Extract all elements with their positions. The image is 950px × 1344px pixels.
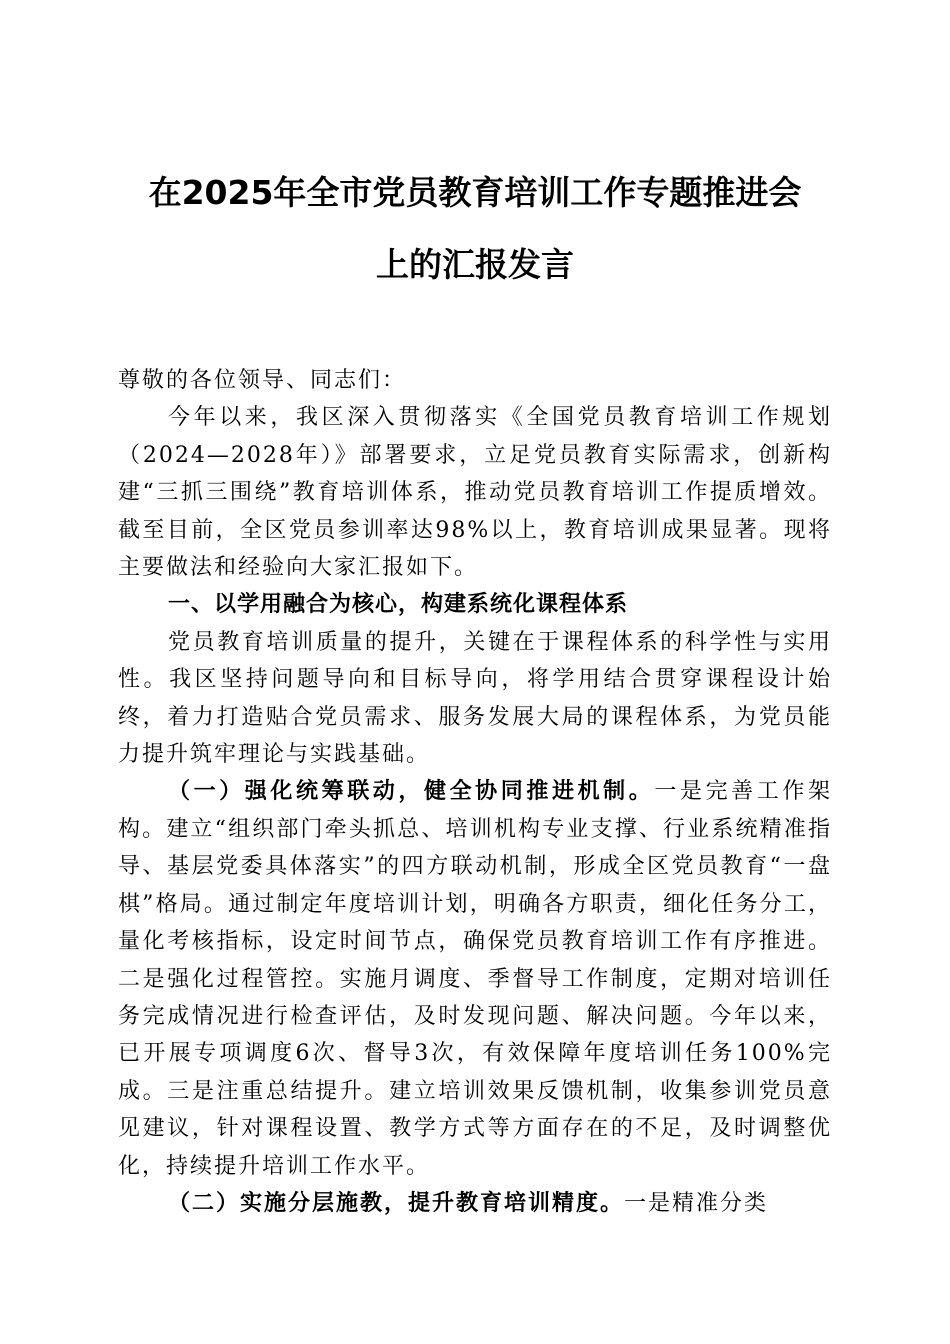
subsection-2-heading: （二）实施分层施教，提升教育培训精度。: [168, 1189, 625, 1216]
subsection-1-heading: （一）强化统筹联动，健全协同推进机制。: [168, 778, 655, 805]
section-1-heading: 一、以学用融合为核心，构建系统化课程体系: [168, 592, 629, 618]
section-1-paragraph: 党员教育培训质量的提升，关键在于课程体系的科学性与实用性。我区坚持问题导向和目标导向，将学用结合贯穿课程设计始终，着力打造贴合党员需求、服务发展大局的课程体系，为党员能力提升筑牢理论与实践基础。: [118, 629, 832, 768]
document-body: [118, 362, 832, 1222]
subsection-2-paragraph: [118, 1185, 832, 1222]
title-line-1: 在2025年全市党员教育培训工作专题推进会: [148, 173, 802, 212]
subsection-1-paragraph: [118, 773, 832, 1184]
document-title: [118, 168, 832, 290]
intro-paragraph: 今年以来，我区深入贯彻落实《全国党员教育培训工作规划（2024—2028年）》部署要求，立足党员教育实际需求，创新构建“三抓三围绕”教育培训体系，推动党员教育培训工作提质增效。截至目前，全区党员参训率达98%以上，教育培训成果显著。现将主要做法和经验向大家汇报如下。: [118, 405, 832, 581]
subsection-2-text: 一是精准分类: [624, 1190, 769, 1216]
title-line-2: 上的汇报发言: [376, 245, 574, 284]
subsection-1-text: 一是完善工作架构。建立“组织部门牵头抓总、培训机构专业支撑、行业系统精准指导、基层党委具体落实”的四方联动机制，形成全区党员教育“一盘棋”格局。通过制定年度培训计划，明确各方职责，细化任务分工，量化考核指标，设定时间节点，确保党员教育培训工作有序推进。二是强化过程管控。实施月调度、季督导工作制度，定期对培训任务完成情况进行检查评估，及时发现问题、解决问题。今年以来，已开展专项调度6次、督导3次，有效保障年度培训任务100%完成。三是注重总结提升。建立培训效果反馈机制，收集参训党员意见建议，针对课程设置、教学方式等方面存在的不足，及时调整优化，持续提升培训工作水平。: [118, 779, 832, 1179]
salutation: 尊敬的各位领导、同志们：: [118, 368, 407, 393]
